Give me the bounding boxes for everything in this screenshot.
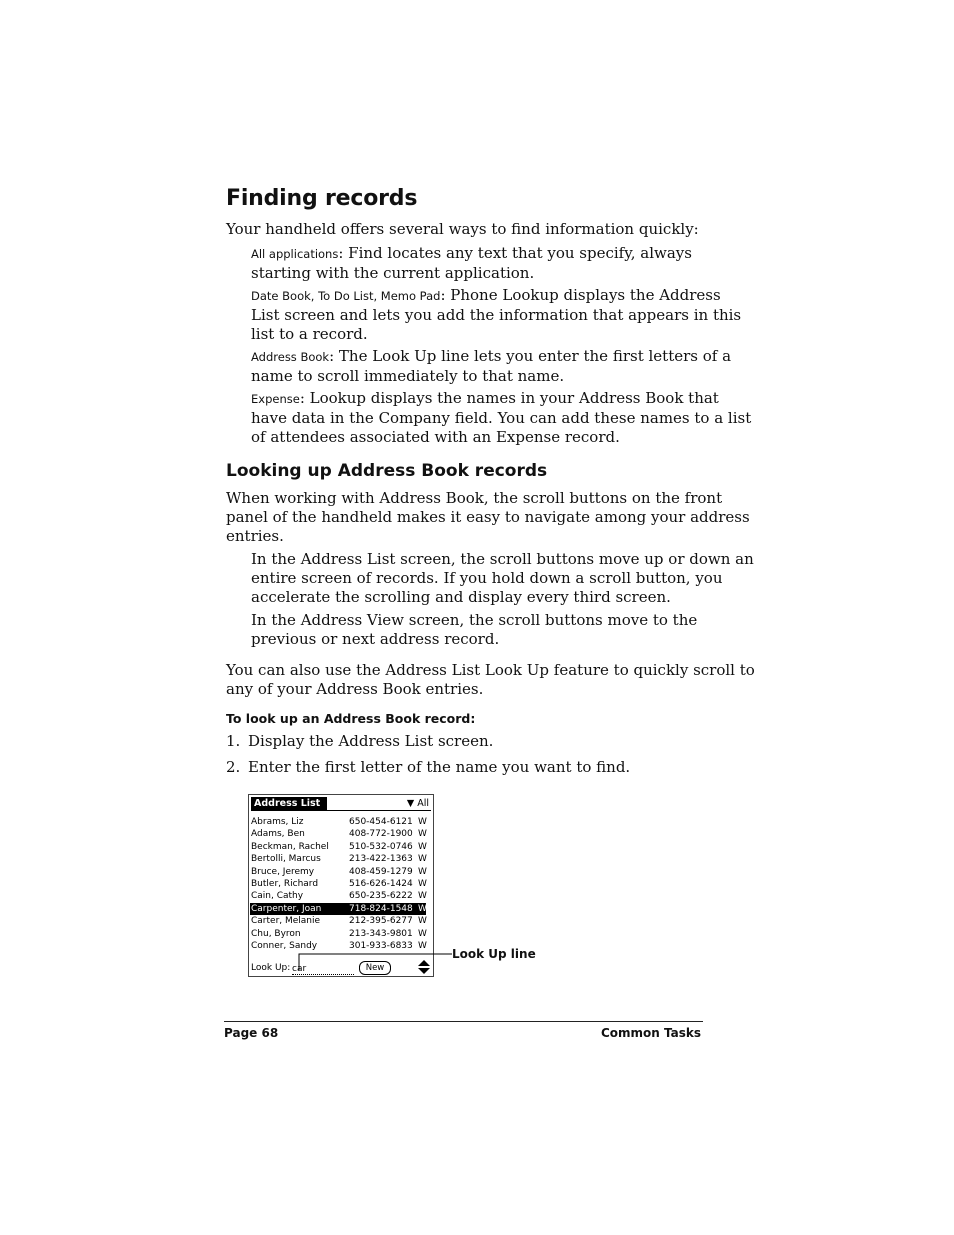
paragraph-line: any of your Address Book entries. [226, 680, 484, 698]
contact-phone: 516-626-1424 [349, 878, 413, 889]
phone-type: W [418, 891, 427, 902]
list-item[interactable] [250, 816, 426, 828]
paragraph-line: In the Address View screen, the scroll buttons move to the [251, 611, 698, 629]
find-item-text: : Lookup displays the names in your Address Book that [299, 389, 719, 407]
contact-name: Bertolli, Marcus [251, 854, 321, 865]
contact-phone: 650-235-6222 [349, 891, 413, 902]
phone-type: W [418, 866, 427, 877]
paragraph-line: You can also use the Address List Look Up feature to quickly scroll to [226, 661, 755, 679]
contact-phone: 408-772-1900 [349, 829, 413, 840]
paragraph-line: In the Address List screen, the scroll buttons move up or down an [251, 550, 754, 568]
lookup-paragraph [226, 661, 755, 699]
paragraph-line: accelerate the scrolling and display every third screen. [251, 588, 671, 606]
palm-address-list [250, 816, 426, 952]
phone-type: W [418, 928, 427, 939]
contact-phone: 718-824-1548 [349, 903, 413, 914]
phone-type: W [418, 878, 427, 889]
list-item[interactable] [250, 915, 426, 927]
find-item-address-book [251, 347, 731, 386]
find-item-text: list to a record. [251, 325, 368, 343]
find-item-text: : Phone Lookup displays the Address [440, 286, 721, 304]
palm-category-picker[interactable] [407, 797, 429, 811]
phone-type: W [418, 854, 427, 865]
find-item-text: of attendees associated with an Expense record. [251, 428, 620, 446]
find-item-text: : Find locates any text that you specify, always [338, 244, 692, 262]
list-item[interactable] [250, 828, 426, 840]
contact-name: Butler, Richard [251, 878, 319, 889]
palm-title-underline [251, 810, 431, 811]
find-item-lead: Expense [251, 392, 300, 406]
contact-phone: 408-459-1279 [349, 866, 413, 877]
palm-title: Address List [251, 797, 327, 811]
footer-page-number: Page 68 [224, 1026, 279, 1040]
phone-type: W [418, 829, 427, 840]
find-item-text: List screen and lets you add the information that appears in this [251, 306, 742, 324]
scroll-note-list [251, 550, 754, 607]
contact-name: Bruce, Jeremy [251, 866, 315, 877]
new-button[interactable]: New [359, 961, 391, 975]
callout-leader-line [296, 950, 454, 972]
paragraph-line: previous or next address record. [251, 630, 500, 648]
triangle-down-icon: ▼ [406, 798, 415, 809]
find-item-expense [251, 389, 751, 447]
section-title: Looking up Address Book records [226, 461, 548, 481]
contact-phone: 510-532-0746 [349, 841, 413, 852]
paragraph-line: entries. [226, 527, 284, 545]
contact-name: Cain, Cathy [251, 891, 304, 902]
find-item-lead: All applications [251, 247, 339, 261]
list-item[interactable] [250, 866, 426, 878]
contact-phone: 650-454-6121 [349, 817, 413, 827]
list-item[interactable] [250, 853, 426, 865]
contact-phone: 213-422-1363 [349, 854, 413, 865]
palm-category-label: All [417, 798, 429, 809]
list-item[interactable] [250, 928, 426, 940]
find-item-lead: Date Book, To Do List, Memo Pad [251, 289, 441, 303]
find-item-lead: Address Book [251, 350, 330, 364]
paragraph-line: When working with Address Book, the scroll buttons on the front [226, 489, 723, 507]
paragraph-line: entire screen of records. If you hold down a scroll button, you [251, 569, 723, 587]
page-title: Finding records [226, 186, 418, 211]
step-number: 1. [226, 732, 241, 750]
find-item-text: have data in the Company field. You can add these names to a list [251, 409, 752, 427]
find-item-text: : The Look Up line lets you enter the first letters of a [329, 347, 732, 365]
contact-name: Chu, Byron [251, 928, 301, 939]
footer-chapter: Common Tasks [600, 1026, 701, 1040]
step-number: 2. [226, 758, 241, 776]
phone-type: W [418, 903, 427, 914]
intro-text: Your handheld offers several ways to find information quickly: [226, 220, 699, 238]
lookup-input[interactable]: car [292, 964, 354, 975]
contact-name: Conner, Sandy [251, 940, 318, 951]
list-item[interactable] [250, 878, 426, 890]
find-item-text: name to scroll immediately to that name. [251, 367, 565, 385]
list-item[interactable] [250, 841, 426, 853]
paragraph-line: panel of the handheld makes it easy to navigate among your address [226, 508, 750, 526]
contact-name: Carpenter, Joan [251, 903, 322, 914]
list-item-selected[interactable] [250, 903, 426, 915]
phone-type: W [418, 916, 427, 927]
contact-phone: 213-343-9801 [349, 928, 413, 939]
contact-name: Adams, Ben [251, 829, 305, 840]
contact-name: Abrams, Liz [251, 817, 304, 827]
contact-phone: 212-395-6277 [349, 916, 413, 927]
phone-type: W [418, 817, 427, 827]
callout-label: Look Up line [452, 947, 536, 961]
step-text: Display the Address List screen. [248, 732, 494, 750]
list-item[interactable] [250, 890, 426, 902]
step-text: Enter the first letter of the name you want to find. [248, 758, 631, 776]
find-item-all-apps [251, 244, 692, 283]
procedure-title: To look up an Address Book record: [226, 711, 476, 726]
scroll-note-view [251, 611, 697, 649]
section-intro [226, 489, 750, 546]
contact-name: Beckman, Rachel [251, 841, 329, 852]
lookup-label: Look Up: [251, 963, 291, 973]
contact-name: Carter, Melanie [251, 916, 321, 927]
contact-phone: 301-933-6833 [349, 940, 413, 951]
footer-rule [224, 1021, 703, 1022]
find-item-text: starting with the current application. [251, 264, 535, 282]
find-item-date-book [251, 286, 741, 344]
phone-type: W [418, 841, 427, 852]
phone-type: W [418, 940, 427, 951]
